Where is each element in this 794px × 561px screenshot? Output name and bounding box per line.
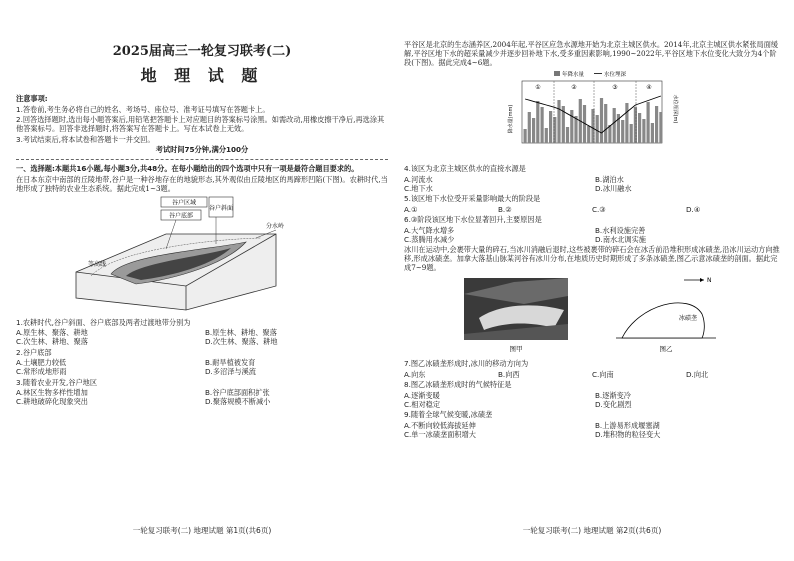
option-d[interactable]: D.④ (686, 204, 701, 214)
left-page (16, 0, 388, 406)
groundwater-chart (404, 69, 780, 161)
option-c[interactable]: C.向南 (592, 369, 614, 379)
note-item: 3.考试结束后,将本试卷和答题卡一并交回。 (16, 134, 155, 144)
option-a[interactable]: A.原生林、聚落、耕地 (16, 328, 88, 338)
precip-bar (647, 102, 650, 143)
precip-bar (613, 108, 616, 143)
precip-bar (604, 104, 607, 143)
precip-bar (541, 107, 544, 143)
question-3 (16, 378, 388, 407)
question-stem: 9.随着全球气候变暖,冰碛垄 (404, 410, 493, 419)
y-right-label: 水位埋深(m) (672, 94, 678, 123)
precip-bar (625, 103, 628, 143)
question-stem: 7.图乙冰碛垄形成时,冰川的移动方向为 (404, 359, 529, 368)
passage-3: 冰川在运动中,会裹带大量的碎石,当冰川消融后退时,这些被裹带的碎石会在冰舌前沿堆积形成冰碛垄,沿冰川运动方向推移,形成冰碛垄。加拿大落基山脉某河谷有冰川分布,在地质历史时期形成了多条冰碛垄,图乙示意冰碛垄的剖面。据此完成7~9题。 (404, 245, 780, 272)
option-d[interactable]: D.南水北调实施 (595, 234, 646, 244)
question-2 (16, 348, 388, 377)
legend-level: 水位埋深 (604, 71, 627, 78)
time-info: 考试时间75分钟,满分100分 (155, 145, 249, 155)
phase-4: ④ (646, 83, 652, 91)
label-moraine: 冰碛垄 (679, 314, 698, 322)
precip-bar (553, 117, 556, 143)
option-c[interactable]: C.次生林、耕地、聚落 (16, 337, 88, 347)
precip-bar (608, 125, 611, 143)
label-contour: 等高线 (88, 261, 107, 269)
precip-bar (655, 106, 658, 143)
question-stem: 6.③阶段该区地下水位显著回升,主要原因是 (404, 215, 542, 224)
label-watershed: 分水岭 (266, 223, 285, 231)
option-d[interactable]: D.向北 (686, 369, 709, 379)
option-a[interactable]: A.河流水 (404, 174, 433, 184)
option-c[interactable]: C.地下水 (404, 183, 433, 193)
question-stem: 5.该区地下水位受开采量影响最大的阶段是 (404, 194, 541, 203)
precip-bar (557, 100, 560, 143)
option-d[interactable]: D.变化剧烈 (595, 399, 632, 409)
precip-bar (621, 120, 624, 143)
option-c[interactable]: C.常形成地形雨 (16, 367, 67, 377)
note-item: 1.答卷前,考生务必将自己的姓名、考场号、座位号、准考证号填写在答题卡上。 (16, 104, 270, 114)
option-a[interactable]: A.向东 (404, 369, 426, 379)
precip-bar (634, 107, 637, 143)
precip-bar (532, 118, 535, 143)
question-9 (404, 410, 780, 439)
notes-heading: 注意事项: (16, 94, 48, 104)
option-d[interactable]: D.聚落规模不断减小 (205, 397, 271, 407)
page-footer-1: 一轮复习联考(二) 地理试题 第1页(共6页) (132, 526, 272, 535)
question-4 (404, 164, 780, 193)
precip-bar (524, 129, 527, 143)
question-1 (16, 318, 388, 347)
question-8 (404, 380, 780, 409)
option-b[interactable]: B.向西 (498, 369, 520, 379)
option-d[interactable]: D.堆积物的粒径变大 (595, 429, 661, 439)
option-d[interactable]: D.多沼泽与溪流 (205, 367, 256, 377)
option-b[interactable]: B.水利设施完善 (595, 225, 646, 235)
precip-bar (574, 116, 577, 143)
option-b[interactable]: B.耐旱植被发育 (205, 358, 256, 368)
option-b[interactable]: B.上游易形成堰塞湖 (595, 420, 660, 430)
precip-bar (659, 112, 662, 143)
option-a[interactable]: A.不断向较低海拔延伸 (404, 420, 476, 430)
precip-bar (596, 115, 599, 143)
precip-bar (642, 119, 645, 143)
question-stem: 1.农耕时代,谷户斜面、谷户底部及两者过渡地带分别为 (16, 317, 191, 327)
precip-bar (600, 98, 603, 143)
glacier-figures (404, 274, 780, 356)
divider (16, 159, 388, 160)
passage-1: 在日本东京中南部的丘陵地带,谷户是一种谷地存在的地貌形态,其外观似由丘陵地区的馬蹄形凹陷(下图)。农耕时代,当地形成了独特的农业生态系统。据此完成1~3题。 (16, 174, 388, 193)
option-b[interactable]: B.湖泊水 (595, 174, 624, 184)
precip-bar (549, 111, 552, 143)
passage-2: 平谷区是北京的生态涵养区,2004年起,平谷区应急水源地开始为北京主城区供水。2014年,北京主城区供水紧张局面缓解,平谷区地下水的超采量减少并逐步回补地下水,受多重因素影响,1990~2022年,平谷区地下水位变化大致分为4个阶段(下图)。据此完成4~6题。 (404, 40, 779, 67)
option-c[interactable]: C.耕地破碎化现象突出 (16, 397, 88, 407)
question-stem: 2.谷户底部 (16, 347, 52, 357)
right-page (404, 0, 780, 439)
option-b[interactable]: B.谷户底部面积扩张 (205, 388, 270, 398)
exam-title: 2025届高三一轮复习联考(二) (112, 44, 292, 59)
option-c[interactable]: C.单一冰碛垄面积增大 (404, 429, 476, 439)
option-a[interactable]: A.大气降水增多 (404, 225, 455, 235)
question-7 (404, 359, 780, 379)
phase-3: ③ (612, 83, 618, 91)
question-stem: 8.图乙冰碛垄形成时的气候特征是 (404, 380, 512, 389)
option-d[interactable]: D.冰川融水 (595, 183, 632, 193)
caption-profile: 图乙 (659, 344, 673, 353)
section-heading: 一、选择题:本题共16小题,每小题3分,共48分。在每小题给出的四个选项中只有一项是最符合题目要求的。 (16, 164, 359, 174)
question-6 (404, 215, 780, 244)
note-item: 2.回答选择题时,选出每小题答案后,用铅笔把答题卡上对应题目的答案标号涂黑。如需改动,用橡皮擦干净后,再选涂其他答案标号。回答非选择题时,将答案写在答题卡上。写在本试卷上无效。 (16, 115, 385, 134)
precip-bar (528, 112, 531, 143)
option-d[interactable]: D.次生林、聚落、耕地 (205, 337, 278, 347)
precip-bar (536, 101, 539, 143)
north-arrow-label: N (707, 276, 712, 284)
caption-photo: 图甲 (509, 344, 523, 353)
precip-bar (651, 123, 654, 143)
label-yato-bottom: 谷户底部 (168, 212, 194, 220)
page-footer-2: 一轮复习联考(二) 地理试题 第2页(共6页) (522, 526, 662, 535)
option-a[interactable]: A.① (404, 204, 418, 214)
option-b[interactable]: B.原生林、耕地、聚落 (205, 328, 277, 338)
question-stem: 4.该区为北京主城区供水的直接水源是 (404, 164, 526, 173)
precip-bar (566, 127, 569, 143)
phase-2: ② (571, 83, 577, 91)
option-b[interactable]: B.② (498, 204, 512, 214)
label-yato-area: 谷户区域 (171, 199, 197, 207)
option-a[interactable]: A.土壤肥力较低 (16, 358, 67, 368)
option-c[interactable]: C.相对稳定 (404, 399, 441, 409)
question-stem: 3.随着农业开发,谷户地区 (16, 377, 98, 387)
option-a[interactable]: A.逐渐变暖 (404, 390, 440, 400)
phase-1: ① (535, 83, 541, 91)
yato-diagram (16, 194, 388, 314)
option-b[interactable]: B.逐渐变冷 (595, 390, 631, 400)
legend-precip: 年降水量 (562, 71, 585, 78)
option-c[interactable]: C.蒸腾用水减少 (404, 234, 455, 244)
precip-bar (587, 126, 590, 143)
option-c[interactable]: C.③ (592, 204, 606, 214)
precip-bar (630, 124, 633, 143)
exam-subject: 地 理 试 题 (140, 66, 264, 86)
label-yato-slope: 谷户斜面 (208, 205, 234, 213)
y-left-label: 降水量(mm) (508, 104, 514, 133)
question-5 (404, 194, 780, 214)
precip-bar (545, 128, 548, 143)
option-a[interactable]: A.林区生物多样性增加 (16, 388, 88, 398)
precip-bar (638, 113, 641, 143)
precip-bar (570, 110, 573, 143)
